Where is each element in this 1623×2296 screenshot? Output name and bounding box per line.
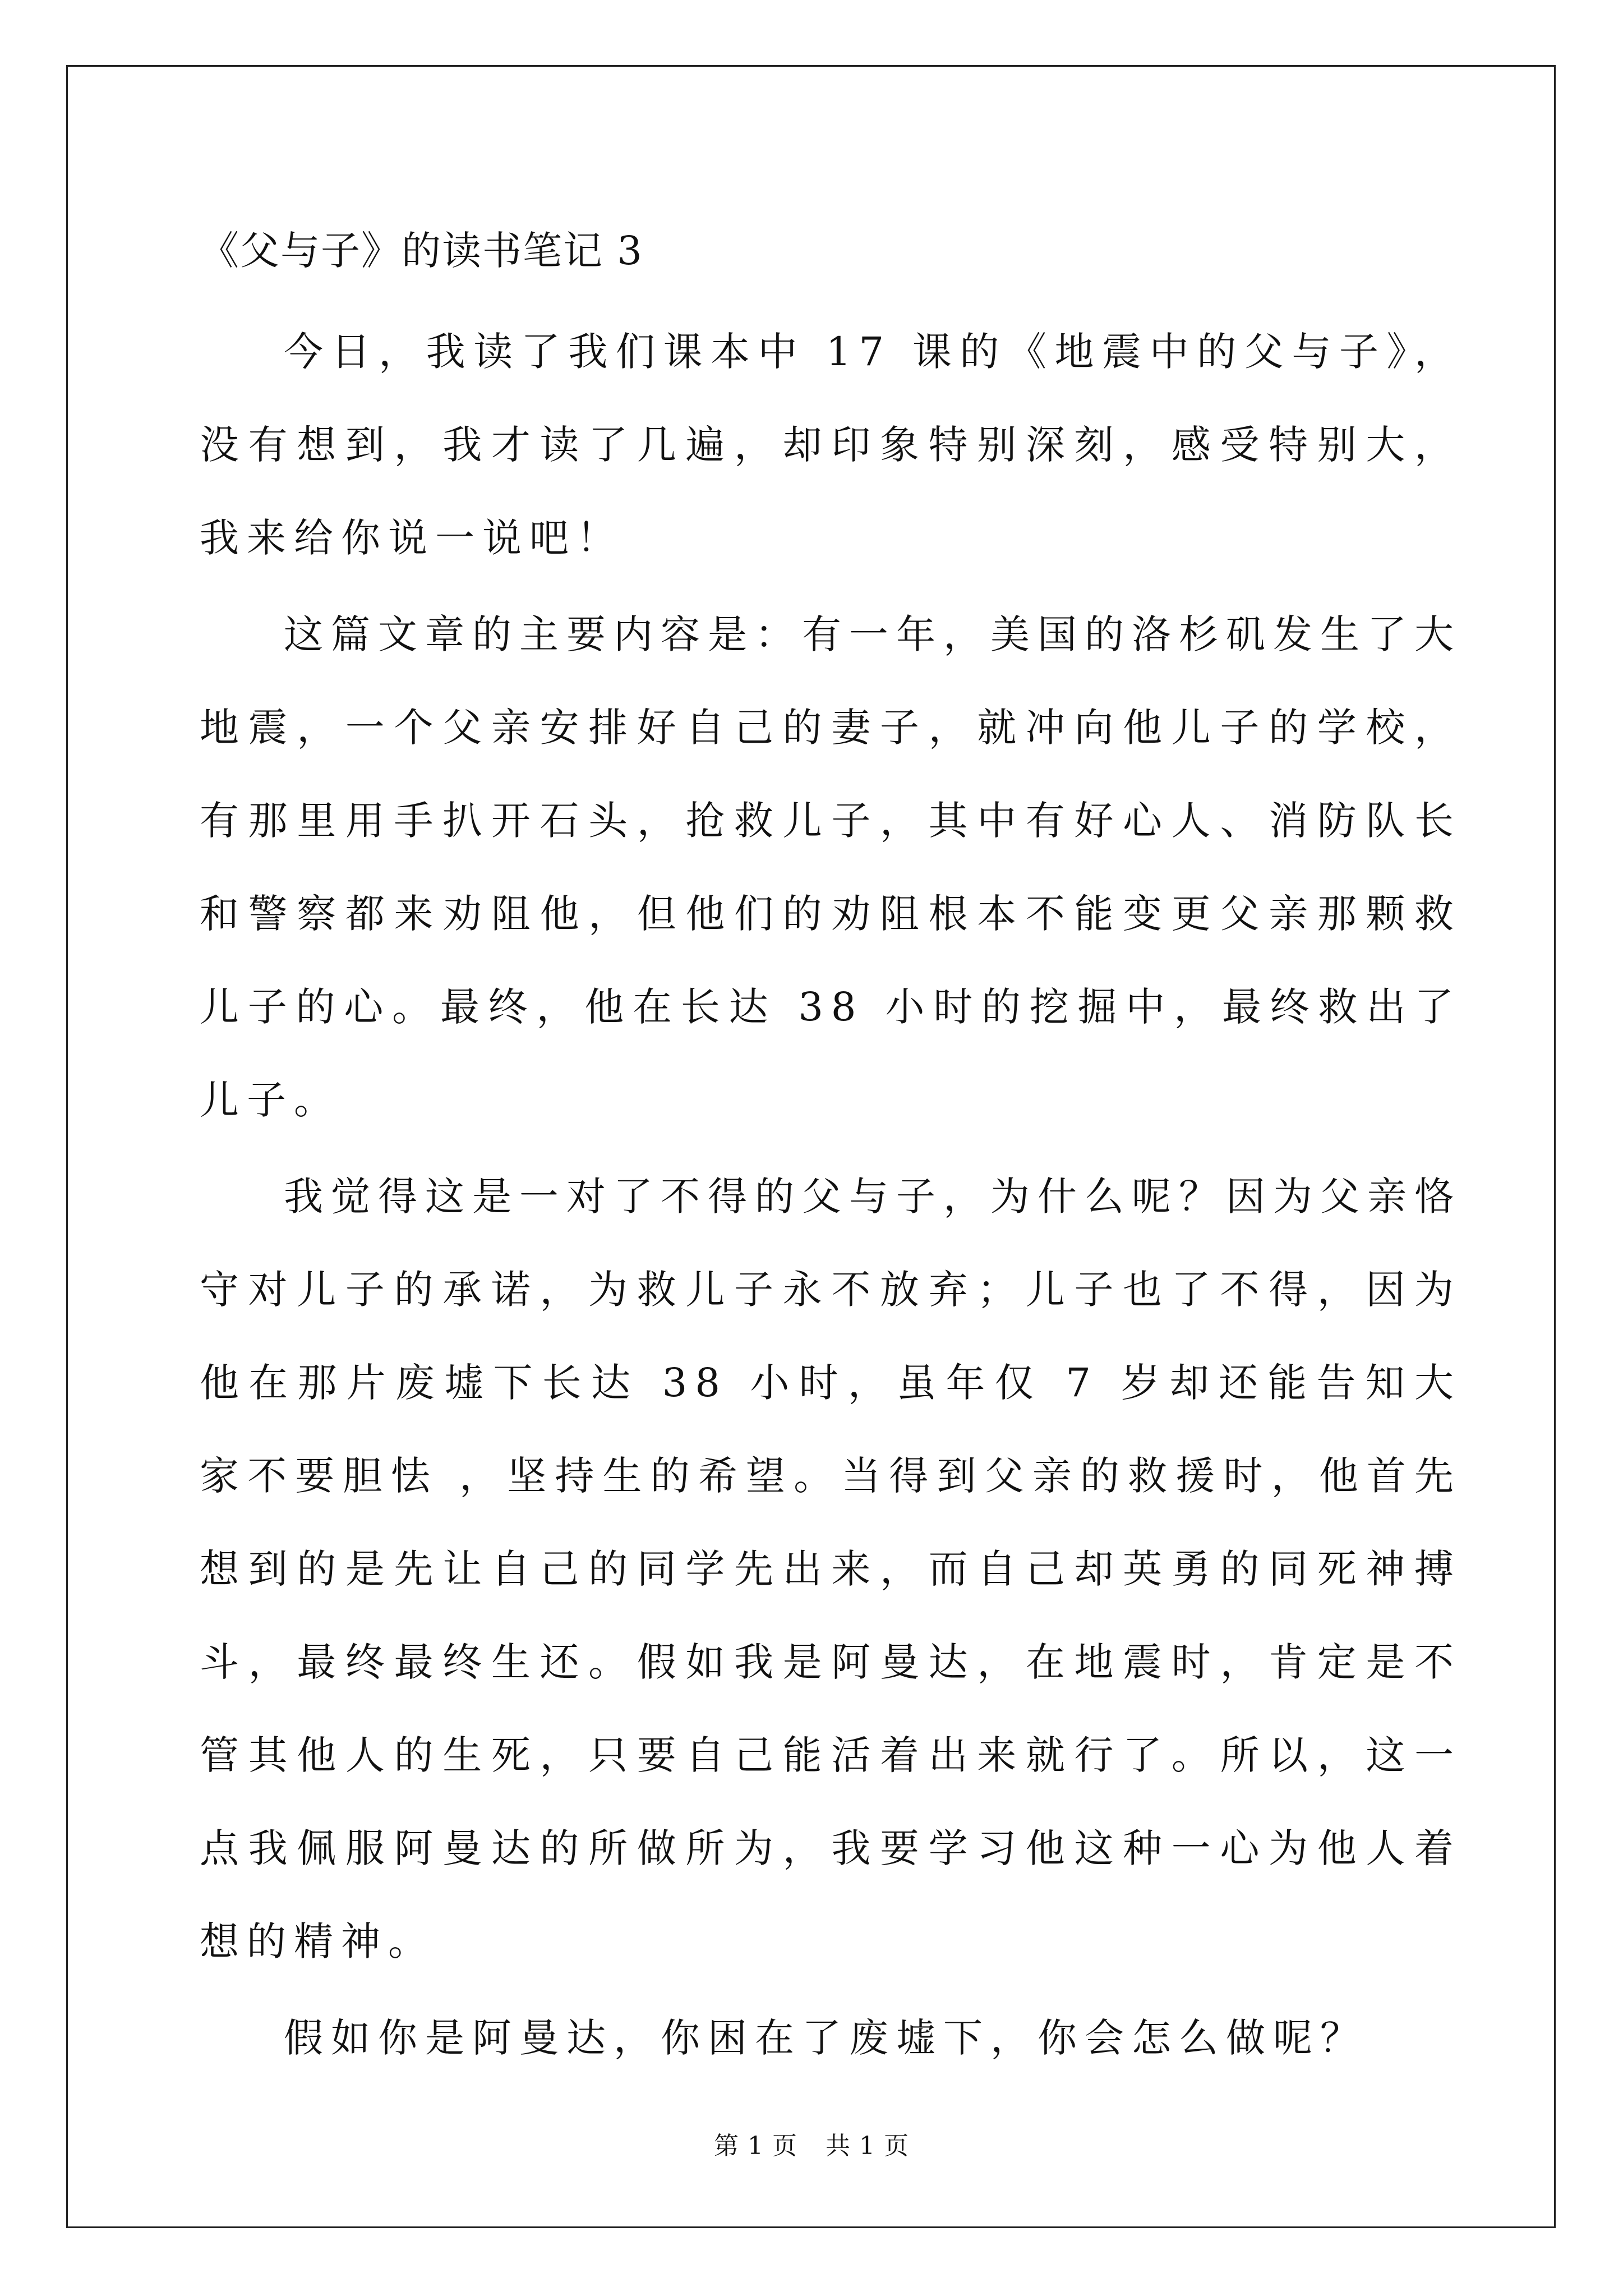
document-body: [200, 209, 1461, 2088]
paragraph-2: 这篇文章的主要内容是：有一年，美国的洛杉矶发生了大地震，一个父亲安排好自己的妻子，就冲向他儿子的学校，有那里用手扒开石头，抢救儿子，其中有好心人、消防队长和警察都来劝阻他，但他们的劝阻根本不能变更父亲那颗救儿子的心。最终，他在长达 38 小时的挖掘中，最终救出了儿子。: [200, 611, 1461, 1123]
paragraph-4: 假如你是阿曼达，你困在了废墟下，你会怎么做呢？: [284, 2015, 1367, 2061]
paragraph-1: 今日，我读了我们课本中 17 课的《地震中的父与子》，没有想到，我才读了几遍，却印象特别深刻，感受特别大，我来给你说一说吧！: [200, 329, 1461, 561]
page-footer: [0, 2129, 1623, 2163]
page-number-total: 共 1 页: [826, 2132, 909, 2160]
document-title: 《父与子》的读书笔记 3: [200, 228, 643, 274]
page-number-current: 第 1 页: [714, 2132, 797, 2160]
paragraph-3: 我觉得这是一对了不得的父与子，为什么呢？因为父亲恪守对儿子的承诺，为救儿子永不放弃；儿子也了不得，因为他在那片废墟下长达 38 小时，虽年仅 7 岁却还能告知大家不要胆怯 ，坚持生的希望。当得到父亲的救援时，他首先想到的是先让自己的同学先出来，而自己却英勇的同死神搏斗，最终最终生还。假如我是阿曼达，在地震时，肯定是不管其他人的生死，只要自己能活着出来就行了。所以，这一点我佩服阿曼达的所做所为，我要学习他这种一心为他人着想的精神。: [200, 1174, 1461, 1964]
